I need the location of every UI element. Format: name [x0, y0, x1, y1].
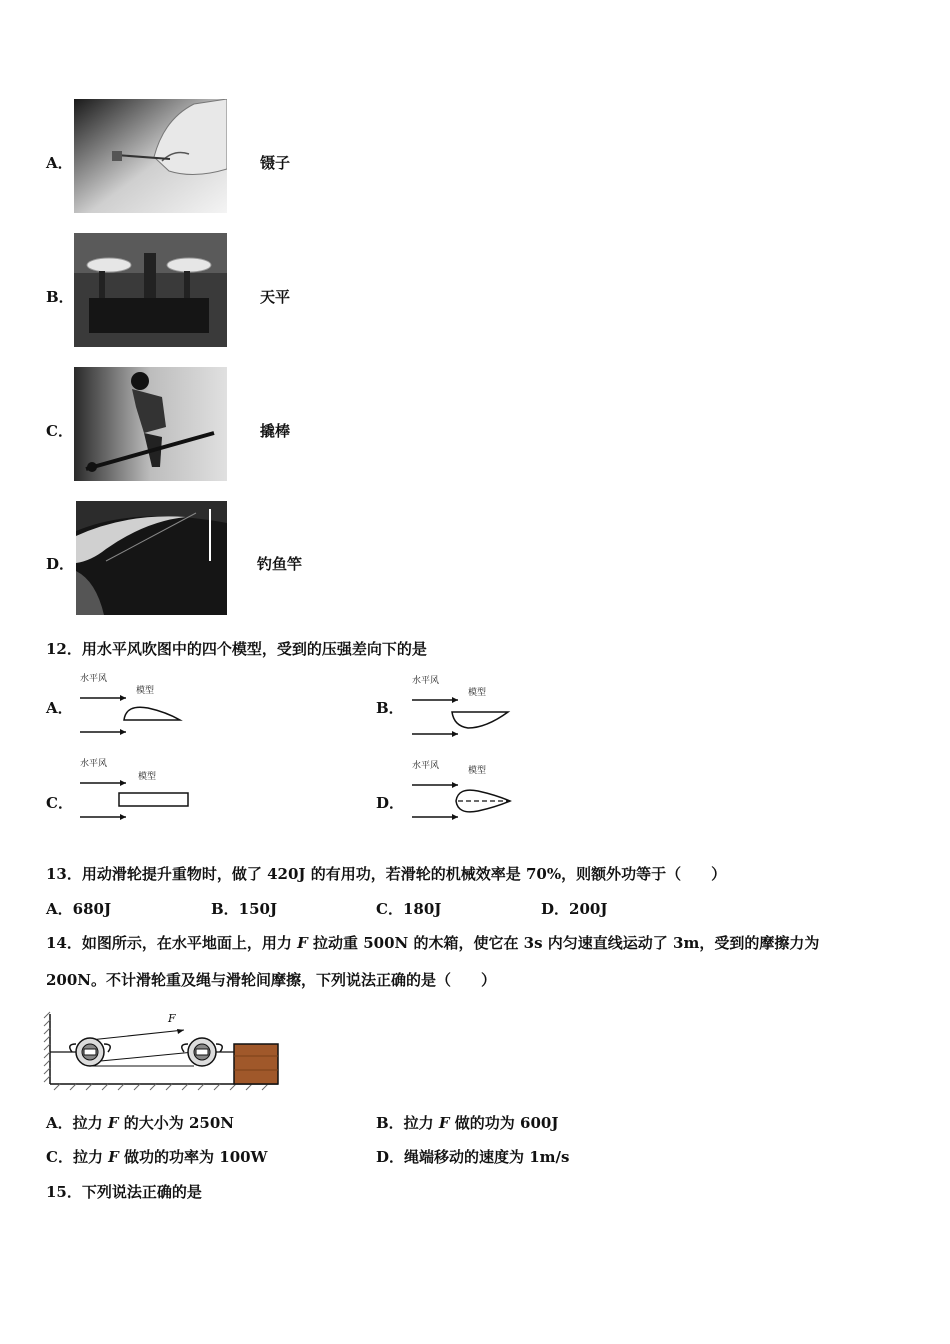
force-label: F: [168, 1012, 176, 1025]
airfoil-model-a-diagram: [76, 668, 196, 738]
q12-option-b: B．: [376, 699, 404, 717]
q13-option-c: C．180J: [376, 900, 442, 918]
question-13-stem: 13．用动滑轮提升重物时，做了 420J 的有用功，若滑轮的机械效率是 70%，则额外功等于（ ）: [46, 865, 727, 883]
balance-scale-photo: [74, 233, 227, 347]
q13-option-b: B．150J: [211, 900, 278, 918]
option-letter-b: B．: [46, 288, 74, 306]
question-15-stem: 15．下列说法正确的是: [46, 1183, 202, 1201]
tweezers-photo: [74, 99, 227, 213]
pulley-system-diagram: [44, 1010, 284, 1090]
fishing-rod-photo: [76, 501, 227, 615]
q12-option-d: D．: [376, 794, 405, 812]
force-symbol: F: [297, 934, 308, 952]
force-symbol: F: [108, 1148, 119, 1166]
model-label: 模型: [468, 766, 487, 776]
model-label: 模型: [138, 772, 157, 782]
question-14-stem-line2: 200N。不计滑轮重及绳与滑轮间摩擦，下列说法正确的是（ ）: [46, 971, 497, 989]
option-text: B．拉力: [376, 1114, 439, 1132]
model-label: 模型: [136, 686, 155, 696]
q12-option-a: A．: [46, 699, 73, 717]
q13-option-d: D．200J: [541, 900, 608, 918]
stem-text: 拉动重 500N 的木箱，使它在 3s 内匀速直线运动了 3m，受到的摩擦力为: [307, 934, 820, 952]
wind-label: 水平风: [80, 674, 108, 684]
q14-option-c: [46, 1146, 267, 1167]
option-text: A．拉力: [46, 1114, 108, 1132]
option-text: C．拉力: [46, 1148, 109, 1166]
flat-plate-model-c-diagram: [76, 753, 196, 823]
option-letter-d: D．: [46, 555, 75, 573]
force-symbol: F: [107, 1114, 119, 1132]
option-letter-c: C．: [46, 422, 73, 440]
q14-option-b: [376, 1112, 558, 1133]
option-label-a: 镊子: [260, 154, 291, 172]
stem-text: 14．如图所示，在水平地面上，用力: [46, 934, 298, 952]
wind-label: 水平风: [80, 759, 108, 769]
q12-option-c: C．: [46, 794, 73, 812]
option-text: 做的功为 600J: [449, 1114, 559, 1132]
q14-option-a: [46, 1112, 234, 1133]
question-12-stem: 12．用水平风吹图中的四个模型，受到的压强差向下的是: [46, 640, 427, 658]
question-14-stem-line1: [46, 932, 819, 953]
option-label-b: 天平: [260, 288, 291, 306]
option-label-c: 撬棒: [260, 422, 291, 440]
force-symbol: F: [438, 1114, 450, 1132]
option-letter-a: A．: [46, 154, 73, 172]
wind-label: 水平风: [412, 676, 440, 686]
crowbar-photo: [74, 367, 227, 481]
q14-option-d: D．绳端移动的速度为 1m/s: [376, 1148, 570, 1166]
option-text: 做功的功率为 100W: [118, 1148, 268, 1166]
option-label-d: 钓鱼竿: [257, 555, 303, 573]
option-text: 的大小为 250N: [118, 1114, 234, 1132]
wind-label: 水平风: [412, 761, 440, 771]
airfoil-model-b-diagram: [408, 670, 528, 740]
symmetric-model-d-diagram: [408, 755, 528, 825]
q13-option-a: A．680J: [46, 900, 112, 918]
model-label: 模型: [468, 688, 487, 698]
